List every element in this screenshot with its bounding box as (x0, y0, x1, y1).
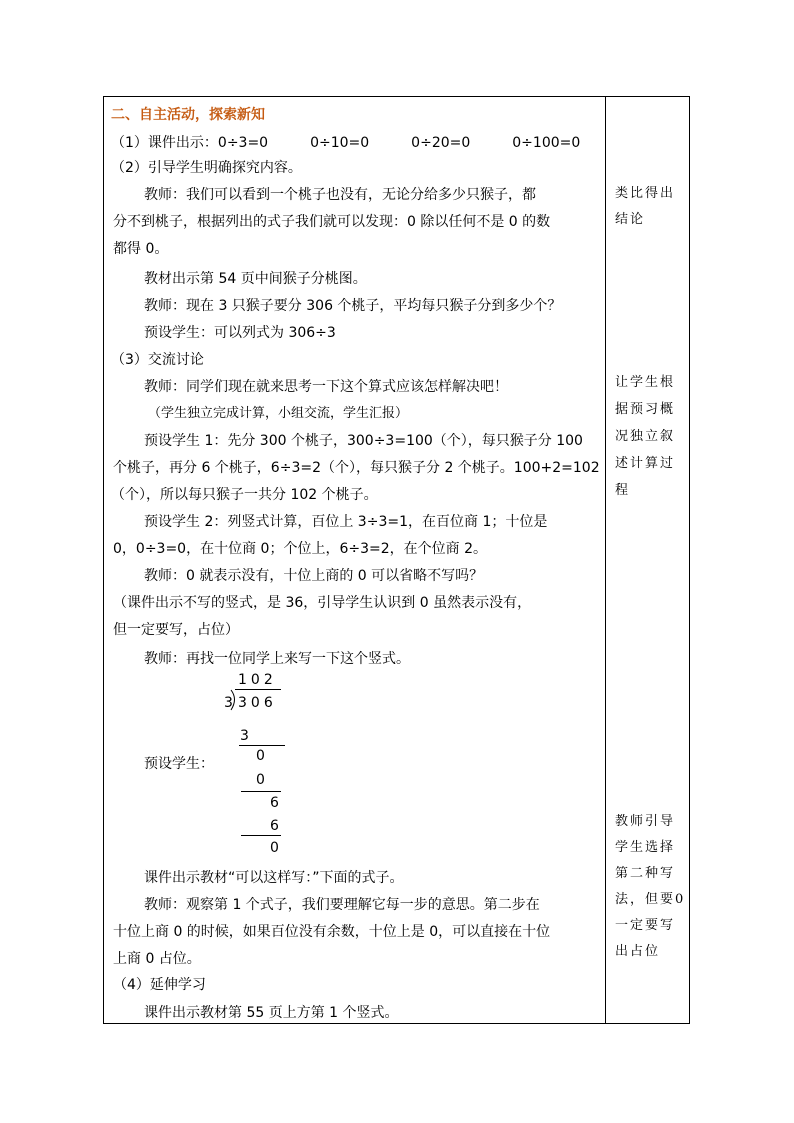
division-step: 3 (240, 728, 253, 744)
text-line: 都得 0。 (113, 241, 169, 257)
division-step: 0 (256, 772, 269, 788)
text-line: （1）课件出示：0÷3=0 0÷10=0 0÷20=0 0÷100=0 (111, 135, 581, 151)
text-line: 教师：同学们现在就来思考一下这个算式应该怎样解决吧！ (144, 379, 508, 395)
text-line: 但一定要写，占位） (113, 622, 239, 638)
side-note-line: 述计算过 (615, 456, 676, 471)
lesson-table (103, 96, 690, 1024)
text-line: （个），所以每只猴子一共分 102 个桃子。 (111, 487, 378, 503)
text-line: 预设学生：可以列式为 306÷3 (144, 325, 336, 341)
division-divisor: 3 (224, 695, 237, 711)
main-column (104, 97, 605, 1023)
text-line: 分不到桃子，根据列出的式子我们就可以发现：0 除以任何不是 0 的数 (113, 214, 551, 230)
text-line: （2）引导学生明确探究内容。 (111, 160, 302, 176)
division-line (241, 791, 281, 792)
text-line: （学生独立完成计算，小组交流，学生汇报） (148, 406, 409, 421)
text-line: 教师：观察第 1 个式子，我们要理解它每一步的意思。第二步在 (144, 897, 540, 913)
text-line: 课件出示教材第 55 页上方第 1 个竖式。 (144, 1005, 399, 1021)
side-note-line: 结论 (615, 212, 646, 227)
text-line: 预设学生 2：列竖式计算，百位上 3÷3=1，在百位商 1；十位是 (144, 514, 548, 530)
side-note-line: 程 (615, 483, 631, 498)
division-step: 0 (256, 748, 269, 764)
division-step: 0 (270, 840, 283, 856)
side-note-line: 类比得出 (615, 186, 676, 201)
text-line: 上商 0 占位。 (113, 951, 201, 967)
side-note-line: 况独立叙 (615, 429, 676, 444)
text-line: 预设学生： (144, 756, 214, 772)
text-line: 教材出示第 54 页中间猴子分桃图。 (144, 271, 367, 287)
side-note-line: 据预习概 (615, 402, 676, 417)
text-line: （4）延伸学习 (113, 977, 206, 993)
side-notes-column (606, 97, 689, 1023)
side-note-line: 出占位 (615, 944, 661, 959)
division-dividend: 306 (238, 695, 277, 711)
division-bar (235, 689, 281, 690)
text-line: （课件出示不写的竖式，是 36，引导学生认识到 0 虽然表示没有， (113, 595, 532, 611)
section-title: 二、自主活动，探索新知 (111, 107, 265, 123)
text-line: 课件出示教材“可以这样写：”下面的式子。 (144, 870, 404, 886)
side-note-line: 第二种写 (615, 866, 676, 881)
side-note-line: 法，但要0 (615, 892, 686, 907)
text-line: 教师：现在 3 只猴子要分 306 个桃子，平均每只猴子分到多少个？ (144, 298, 562, 314)
division-line (241, 835, 281, 836)
text-line: （3）交流讨论 (111, 352, 204, 368)
division-step: 6 (270, 795, 283, 811)
text-line: 教师：我们可以看到一个桃子也没有，无论分给多少只猴子，都 (144, 187, 536, 203)
division-quotient: 102 (238, 672, 277, 688)
side-note-line: 一定要写 (615, 918, 676, 933)
division-line (239, 745, 285, 746)
text-line: 个桃子，再分 6 个桃子，6÷3=2（个），每只猴子分 2 个桃子。100+2=102 (113, 460, 600, 476)
text-line: 十位上商 0 的时候，如果百位没有余数，十位上是 0，可以直接在十位 (113, 924, 551, 940)
text-line: 0，0÷3=0，在十位商 0；个位上，6÷3=2，在个位商 2。 (113, 541, 487, 557)
text-line: 教师：0 就表示没有，十位上商的 0 可以省略不写吗？ (144, 568, 484, 584)
text-line: 预设学生 1：先分 300 个桃子，300÷3=100（个），每只猴子分 100 (144, 433, 583, 449)
division-step: 6 (270, 818, 283, 834)
text-line: 教师：再找一位同学上来写一下这个竖式。 (144, 651, 410, 667)
side-note-line: 学生选择 (615, 840, 676, 855)
side-note-line: 让学生根 (615, 375, 676, 390)
side-note-line: 教师引导 (615, 814, 676, 829)
